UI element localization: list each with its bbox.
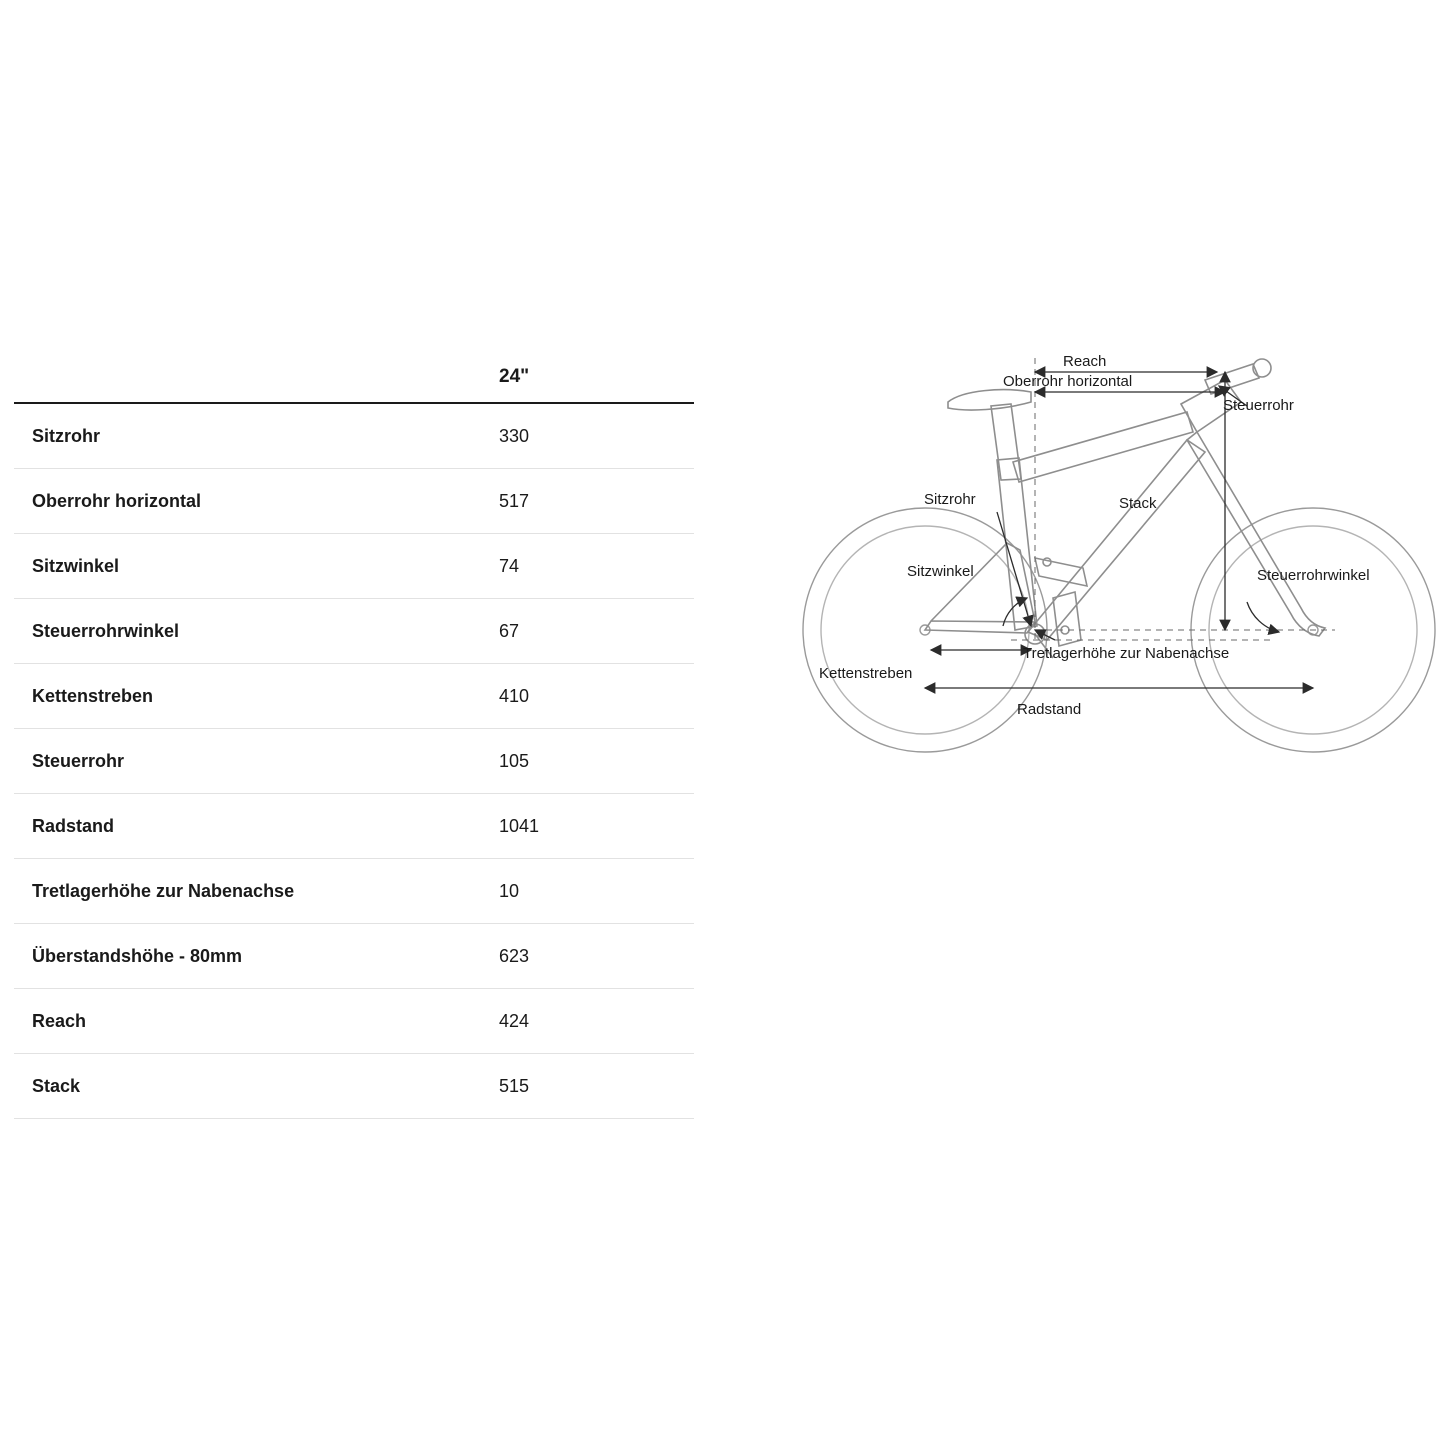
top-tube [1013, 412, 1193, 482]
table-row [14, 599, 694, 664]
label-steuerrohrwinkel: Steuerrohrwinkel [1257, 567, 1370, 584]
label-oberrohr-horizontal: Oberrohr horizontal [1003, 373, 1133, 390]
seat-post [991, 404, 1021, 480]
row-value-sitzrohr: 330 [499, 403, 694, 469]
row-value-oberrohr-horizontal: 517 [499, 469, 694, 534]
bike-geometry-diagram [735, 340, 1445, 780]
row-label-radstand: Radstand [14, 794, 499, 859]
table-header [14, 360, 694, 403]
table-row [14, 469, 694, 534]
row-value-steuerrohrwinkel: 67 [499, 599, 694, 664]
row-value-ueberstandshoehe: 623 [499, 924, 694, 989]
table-row [14, 859, 694, 924]
headangle-arc [1247, 602, 1279, 632]
chainstay [925, 621, 1035, 633]
row-value-radstand: 1041 [499, 794, 694, 859]
geometry-table [14, 360, 694, 1119]
table-row [14, 794, 694, 859]
table-row [14, 534, 694, 599]
label-sitzrohr: Sitzrohr [924, 491, 976, 508]
table-row [14, 729, 694, 794]
label-tretlagerhoehe: Tretlagerhöhe zur Nabenachse [1023, 645, 1230, 662]
pivot-upper [1043, 558, 1051, 566]
label-radstand: Radstand [1017, 701, 1082, 718]
table-body [14, 403, 694, 1119]
label-sitzwinkel: Sitzwinkel [907, 563, 974, 580]
row-value-tretlagerhoehe: 10 [499, 859, 694, 924]
bike-illustration [803, 359, 1435, 752]
row-value-sitzwinkel: 74 [499, 534, 694, 599]
table-row [14, 664, 694, 729]
geometry-table-element [14, 360, 694, 1119]
label-stack: Stack [1119, 495, 1157, 512]
column-header-size: 24" [499, 360, 694, 403]
seatstay [931, 543, 1035, 622]
row-label-steuerrohr: Steuerrohr [14, 729, 499, 794]
row-label-ueberstandshoehe: Überstandshöhe - 80mm [14, 924, 499, 989]
row-label-sitzrohr: Sitzrohr [14, 403, 499, 469]
row-label-oberrohr-horizontal: Oberrohr horizontal [14, 469, 499, 534]
label-reach: Reach [1063, 353, 1107, 370]
row-value-kettenstreben: 410 [499, 664, 694, 729]
row-label-tretlagerhoehe: Tretlagerhöhe zur Nabenachse [14, 859, 499, 924]
label-kettenstreben: Kettenstreben [819, 665, 913, 682]
row-label-stack: Stack [14, 1054, 499, 1119]
dimension-labels [819, 353, 1370, 718]
row-label-steuerrohrwinkel: Steuerrohrwinkel [14, 599, 499, 664]
saddle [948, 390, 1031, 410]
column-header-measure [14, 360, 499, 403]
table-row [14, 1054, 694, 1119]
row-value-stack: 515 [499, 1054, 694, 1119]
row-label-reach: Reach [14, 989, 499, 1054]
label-steuerrohr: Steuerrohr [1223, 397, 1294, 414]
fork [1187, 432, 1325, 636]
linkage [1053, 592, 1081, 646]
table-row [14, 989, 694, 1054]
row-value-steuerrohr: 105 [499, 729, 694, 794]
table-row [14, 403, 694, 469]
row-label-kettenstreben: Kettenstreben [14, 664, 499, 729]
handlebar [1253, 359, 1271, 377]
row-value-reach: 424 [499, 989, 694, 1054]
table-header-row [14, 360, 694, 403]
table-row [14, 924, 694, 989]
row-label-sitzwinkel: Sitzwinkel [14, 534, 499, 599]
